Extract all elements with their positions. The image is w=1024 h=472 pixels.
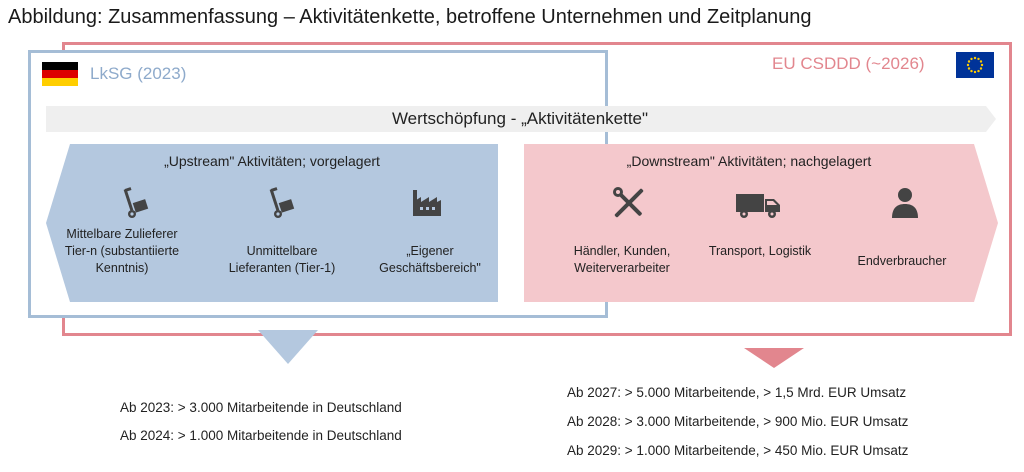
- figure-title: Abbildung: Zusammenfassung – Aktivitätenkette, betroffene Unternehmen und Zeitplanung: [8, 6, 812, 28]
- tools-icon: [612, 186, 646, 220]
- value-chain-label: Wertschöpfung - „Aktivitätenkette": [391, 109, 649, 128]
- csddd-threshold: Ab 2028: > 3.000 Mitarbeitende, > 900 Mio. EUR Umsatz: [567, 414, 909, 429]
- upstream-title: „Upstream" Aktivitäten; vorgelagert: [164, 153, 380, 169]
- csddd-down-arrow: [744, 348, 804, 368]
- hand-truck-icon: [264, 186, 298, 220]
- upstream-item-label: Unmittelbare Lieferanten (Tier-1): [228, 244, 336, 275]
- downstream-item-label: Händler, Kunden, Weiterverarbeiter: [573, 244, 671, 275]
- truck-icon: [734, 190, 782, 220]
- lksg-threshold: Ab 2023: > 3.000 Mitarbeitende in Deutschland: [120, 400, 402, 415]
- germany-flag-icon: [42, 62, 78, 86]
- csddd-label: EU CSDDD (~2026): [772, 54, 925, 73]
- csddd-threshold: Ab 2029: > 1.000 Mitarbeitende, > 450 Mio. EUR Umsatz: [567, 443, 909, 458]
- downstream-item-label: Endverbraucher: [857, 254, 947, 268]
- upstream-item-label: „Eigener Geschäftsbereich": [379, 244, 481, 275]
- lksg-threshold: Ab 2024: > 1.000 Mitarbeitende in Deutschland: [120, 428, 402, 443]
- eu-flag-icon: [956, 52, 994, 78]
- flag-stripe-black: [42, 62, 78, 70]
- upstream-item-label: Mittelbare Zulieferer Tier-n (substantiierte Kenntnis): [64, 227, 180, 275]
- factory-icon: [410, 186, 444, 220]
- lksg-label: LkSG (2023): [90, 64, 187, 83]
- downstream-title: „Downstream" Aktivitäten; nachgelagert: [626, 153, 872, 169]
- person-icon: [888, 186, 922, 220]
- downstream-item-label: Transport, Logistik: [708, 244, 812, 258]
- lksg-down-arrow: [258, 330, 318, 364]
- csddd-threshold: Ab 2027: > 5.000 Mitarbeitende, > 1,5 Mrd. EUR Umsatz: [567, 385, 907, 400]
- flag-stripe-gold: [42, 78, 78, 86]
- flag-stripe-red: [42, 70, 78, 78]
- hand-truck-icon: [118, 186, 152, 220]
